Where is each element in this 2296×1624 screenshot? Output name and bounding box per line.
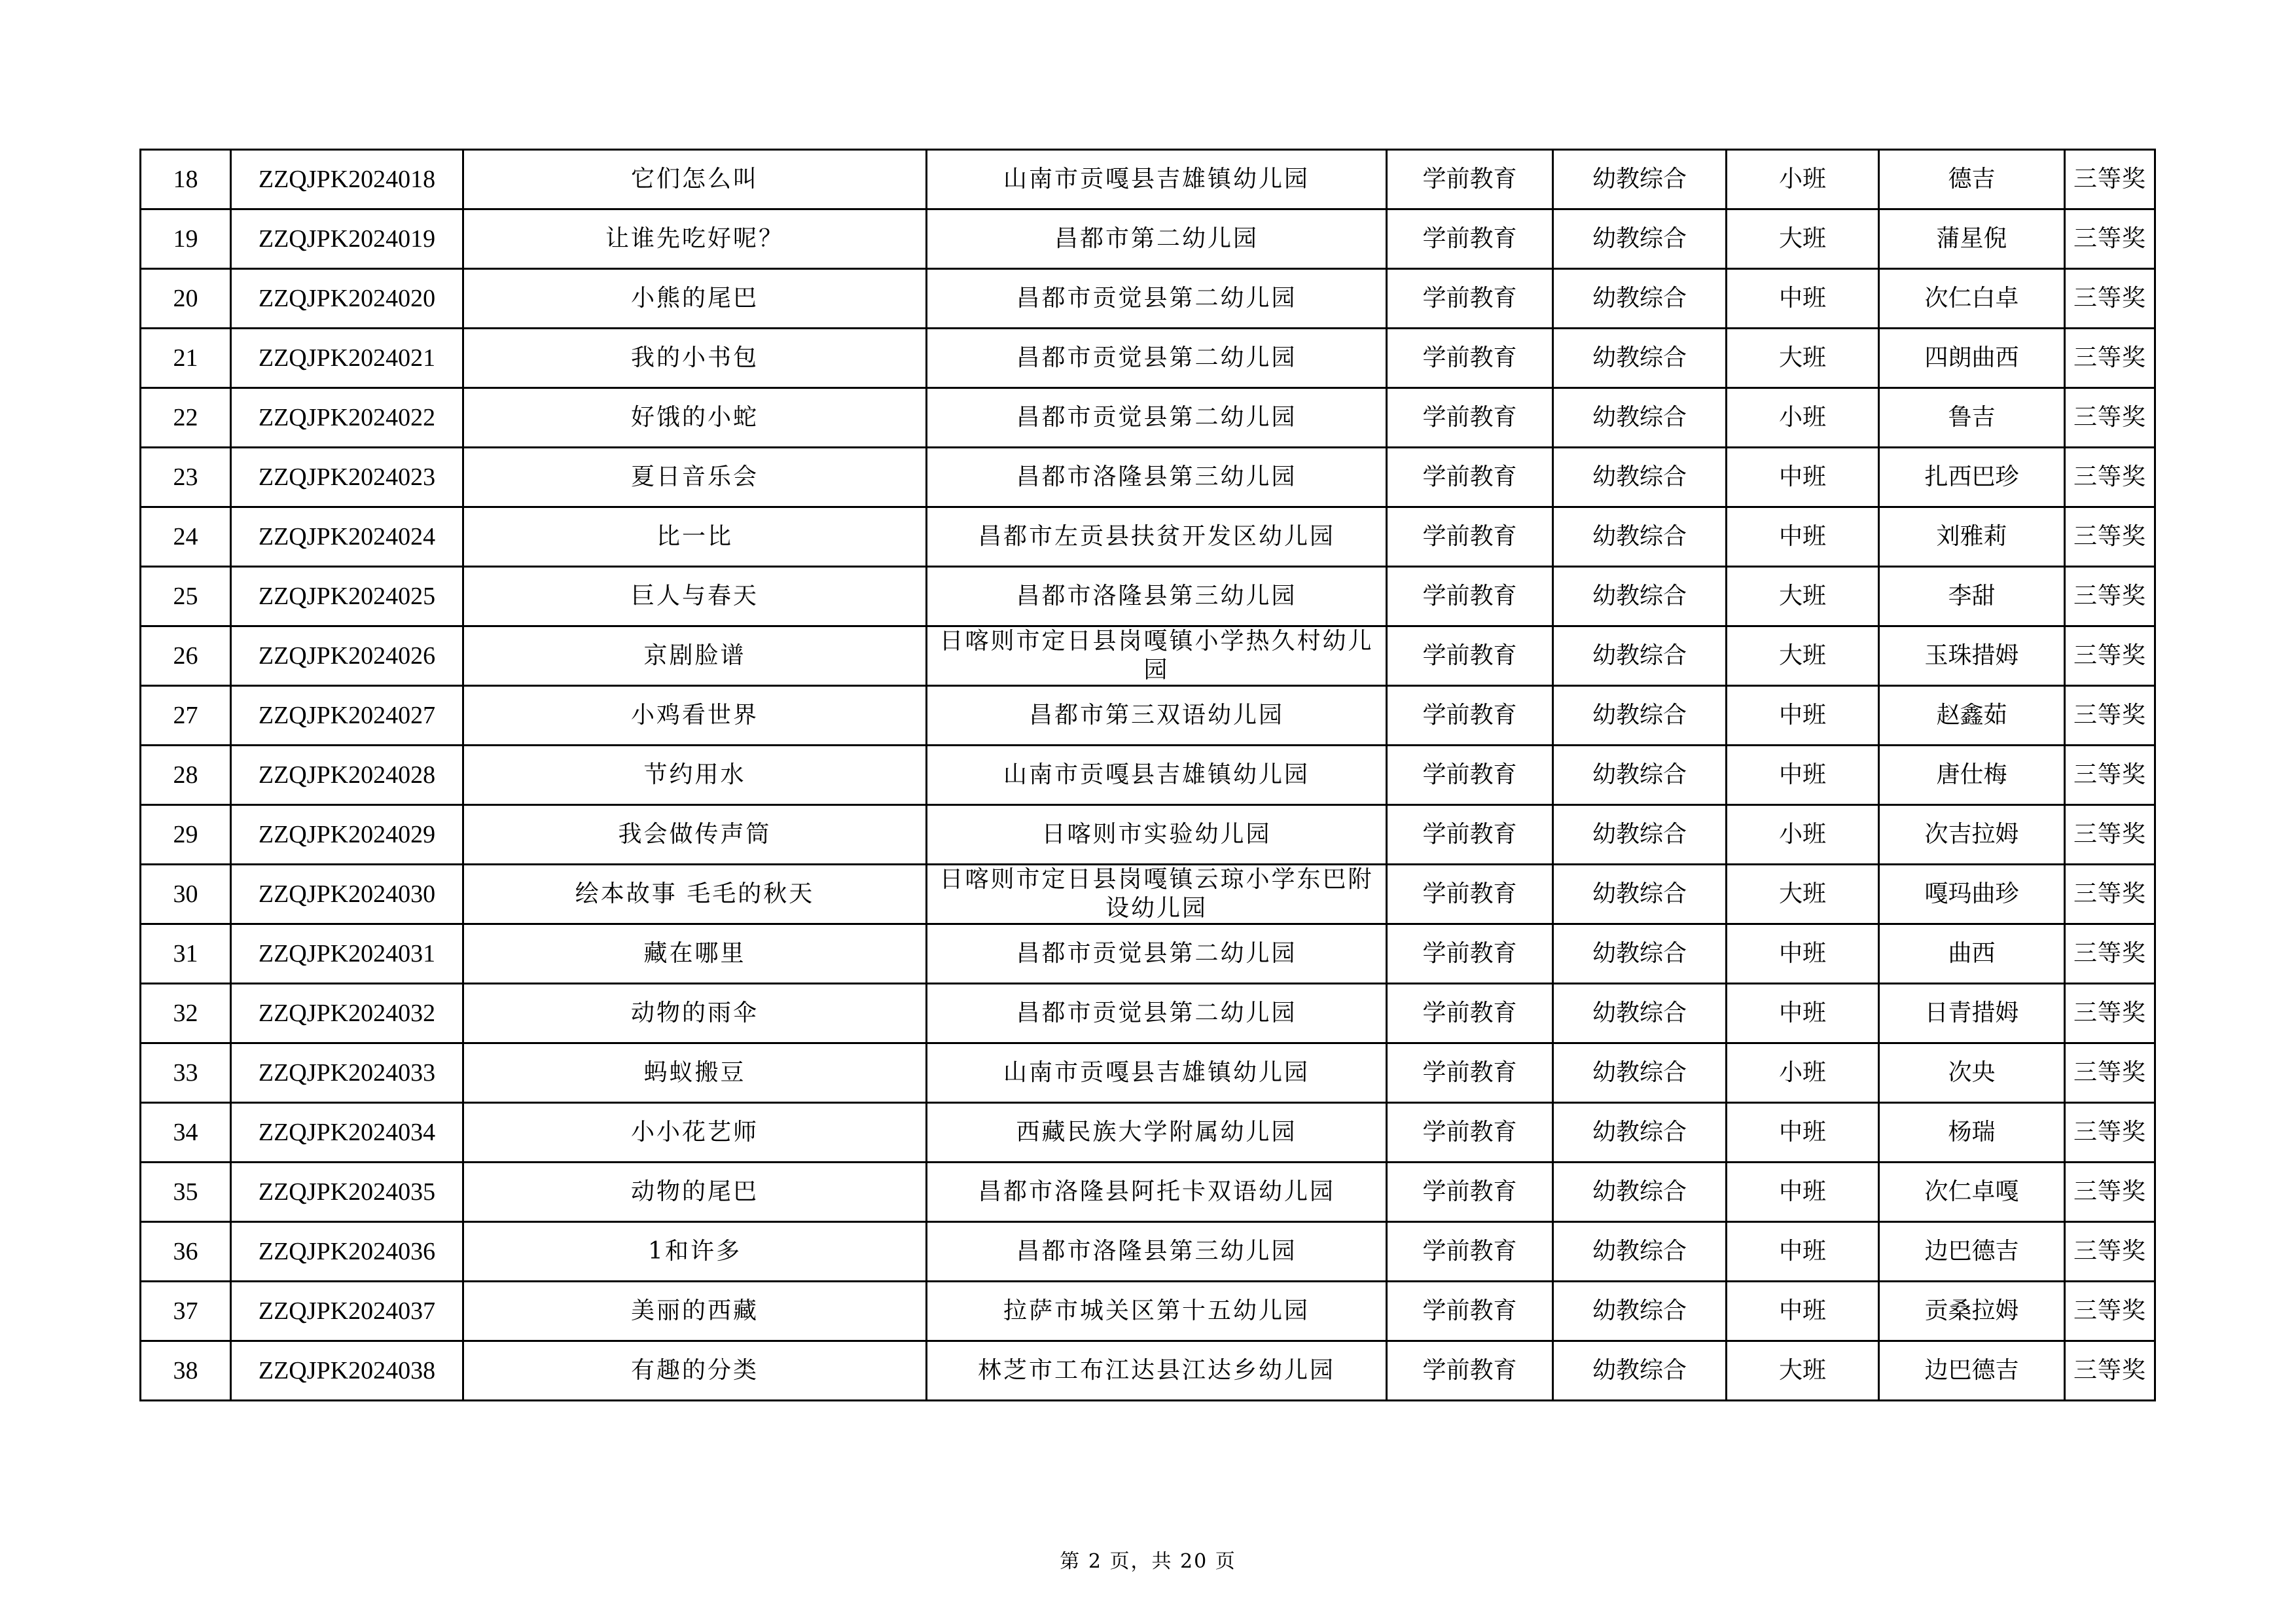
cell-code: ZZQJPK2024035 (231, 1163, 463, 1222)
cell-title: 节约用水 (463, 746, 927, 805)
table-row (141, 567, 2155, 626)
table-row (141, 329, 2155, 388)
table-row (141, 984, 2155, 1043)
cell-number: 37 (141, 1282, 231, 1341)
cell-code: ZZQJPK2024022 (231, 388, 463, 448)
cell-subject: 幼教综合 (1553, 686, 1727, 746)
cell-award: 三等奖 (2065, 507, 2155, 567)
cell-grade: 小班 (1727, 388, 1879, 448)
cell-award: 三等奖 (2065, 1103, 2155, 1163)
cell-title: 巨人与春天 (463, 567, 927, 626)
cell-title: 夏日音乐会 (463, 448, 927, 507)
cell-school: 昌都市洛隆县第三幼儿园 (927, 448, 1387, 507)
cell-grade: 中班 (1727, 1163, 1879, 1222)
cell-school: 昌都市洛隆县第三幼儿园 (927, 1222, 1387, 1282)
cell-title: 比一比 (463, 507, 927, 567)
cell-code: ZZQJPK2024020 (231, 269, 463, 329)
cell-school: 昌都市洛隆县阿托卡双语幼儿园 (927, 1163, 1387, 1222)
cell-code: ZZQJPK2024026 (231, 626, 463, 686)
cell-number: 22 (141, 388, 231, 448)
cell-subject: 幼教综合 (1553, 1163, 1727, 1222)
cell-award: 三等奖 (2065, 1282, 2155, 1341)
cell-title: 美丽的西藏 (463, 1282, 927, 1341)
cell-teacher: 蒲星倪 (1879, 209, 2065, 269)
cell-title: 它们怎么叫 (463, 150, 927, 209)
award-list-table (139, 149, 2156, 1401)
cell-school: 山南市贡嘎县吉雄镇幼儿园 (927, 746, 1387, 805)
cell-grade: 中班 (1727, 746, 1879, 805)
cell-award: 三等奖 (2065, 1341, 2155, 1401)
cell-grade: 中班 (1727, 984, 1879, 1043)
cell-stage: 学前教育 (1387, 805, 1553, 865)
cell-number: 31 (141, 924, 231, 984)
cell-grade: 中班 (1727, 686, 1879, 746)
cell-title: 让谁先吃好呢？ (463, 209, 927, 269)
cell-stage: 学前教育 (1387, 329, 1553, 388)
table-row (141, 1222, 2155, 1282)
table-row (141, 507, 2155, 567)
cell-subject: 幼教综合 (1553, 567, 1727, 626)
cell-award: 三等奖 (2065, 924, 2155, 984)
cell-award: 三等奖 (2065, 567, 2155, 626)
page-footer: 第 2 页，共 20 页 (1060, 1550, 1236, 1573)
cell-stage: 学前教育 (1387, 924, 1553, 984)
table-row (141, 626, 2155, 686)
cell-title: 动物的雨伞 (463, 984, 927, 1043)
cell-number: 34 (141, 1103, 231, 1163)
cell-school: 昌都市贡觉县第二幼儿园 (927, 924, 1387, 984)
cell-school: 日喀则市实验幼儿园 (927, 805, 1387, 865)
cell-subject: 幼教综合 (1553, 1222, 1727, 1282)
cell-subject: 幼教综合 (1553, 209, 1727, 269)
cell-grade: 大班 (1727, 865, 1879, 924)
cell-subject: 幼教综合 (1553, 329, 1727, 388)
cell-teacher: 德吉 (1879, 150, 2065, 209)
cell-subject: 幼教综合 (1553, 865, 1727, 924)
cell-title: 动物的尾巴 (463, 1163, 927, 1222)
cell-grade: 中班 (1727, 1103, 1879, 1163)
cell-award: 三等奖 (2065, 1163, 2155, 1222)
cell-teacher: 玉珠措姆 (1879, 626, 2065, 686)
cell-school: 林芝市工布江达县江达乡幼儿园 (927, 1341, 1387, 1401)
cell-subject: 幼教综合 (1553, 1103, 1727, 1163)
cell-subject: 幼教综合 (1553, 388, 1727, 448)
cell-number: 33 (141, 1043, 231, 1103)
cell-subject: 幼教综合 (1553, 448, 1727, 507)
cell-subject: 幼教综合 (1553, 746, 1727, 805)
cell-school: 山南市贡嘎县吉雄镇幼儿园 (927, 150, 1387, 209)
cell-subject: 幼教综合 (1553, 150, 1727, 209)
cell-subject: 幼教综合 (1553, 269, 1727, 329)
cell-code: ZZQJPK2024018 (231, 150, 463, 209)
cell-school: 昌都市左贡县扶贫开发区幼儿园 (927, 507, 1387, 567)
cell-subject: 幼教综合 (1553, 1341, 1727, 1401)
cell-number: 24 (141, 507, 231, 567)
cell-title: 小熊的尾巴 (463, 269, 927, 329)
table-row (141, 448, 2155, 507)
cell-code: ZZQJPK2024019 (231, 209, 463, 269)
cell-stage: 学前教育 (1387, 567, 1553, 626)
cell-code: ZZQJPK2024034 (231, 1103, 463, 1163)
cell-award: 三等奖 (2065, 746, 2155, 805)
cell-school: 昌都市贡觉县第二幼儿园 (927, 269, 1387, 329)
cell-subject: 幼教综合 (1553, 507, 1727, 567)
cell-teacher: 鲁吉 (1879, 388, 2065, 448)
cell-stage: 学前教育 (1387, 746, 1553, 805)
cell-code: ZZQJPK2024032 (231, 984, 463, 1043)
cell-teacher: 四朗曲西 (1879, 329, 2065, 388)
cell-grade: 小班 (1727, 150, 1879, 209)
cell-school: 昌都市第二幼儿园 (927, 209, 1387, 269)
cell-number: 35 (141, 1163, 231, 1222)
cell-number: 21 (141, 329, 231, 388)
cell-grade: 小班 (1727, 1043, 1879, 1103)
cell-subject: 幼教综合 (1553, 805, 1727, 865)
cell-teacher: 嘎玛曲珍 (1879, 865, 2065, 924)
cell-title: 我会做传声筒 (463, 805, 927, 865)
cell-subject: 幼教综合 (1553, 924, 1727, 984)
cell-school: 拉萨市城关区第十五幼儿园 (927, 1282, 1387, 1341)
cell-award: 三等奖 (2065, 626, 2155, 686)
cell-teacher: 李甜 (1879, 567, 2065, 626)
cell-title: 小小花艺师 (463, 1103, 927, 1163)
cell-award: 三等奖 (2065, 984, 2155, 1043)
cell-code: ZZQJPK2024025 (231, 567, 463, 626)
cell-award: 三等奖 (2065, 1222, 2155, 1282)
cell-title: 藏在哪里 (463, 924, 927, 984)
cell-grade: 中班 (1727, 1222, 1879, 1282)
cell-award: 三等奖 (2065, 388, 2155, 448)
table-row (141, 269, 2155, 329)
table-row (141, 1282, 2155, 1341)
cell-code: ZZQJPK2024024 (231, 507, 463, 567)
cell-code: ZZQJPK2024028 (231, 746, 463, 805)
cell-title: 绘本故事 毛毛的秋天 (463, 865, 927, 924)
cell-grade: 大班 (1727, 1341, 1879, 1401)
cell-award: 三等奖 (2065, 209, 2155, 269)
cell-stage: 学前教育 (1387, 865, 1553, 924)
cell-stage: 学前教育 (1387, 1282, 1553, 1341)
cell-number: 23 (141, 448, 231, 507)
cell-number: 32 (141, 984, 231, 1043)
cell-school: 日喀则市定日县岗嘎镇云琼小学东巴附设幼儿园 (927, 865, 1387, 924)
table-row (141, 388, 2155, 448)
cell-code: ZZQJPK2024027 (231, 686, 463, 746)
cell-award: 三等奖 (2065, 269, 2155, 329)
cell-award: 三等奖 (2065, 865, 2155, 924)
cell-stage: 学前教育 (1387, 269, 1553, 329)
cell-stage: 学前教育 (1387, 1222, 1553, 1282)
cell-school: 昌都市洛隆县第三幼儿园 (927, 567, 1387, 626)
cell-number: 38 (141, 1341, 231, 1401)
cell-subject: 幼教综合 (1553, 1043, 1727, 1103)
table-row (141, 1103, 2155, 1163)
cell-award: 三等奖 (2065, 448, 2155, 507)
cell-code: ZZQJPK2024030 (231, 865, 463, 924)
table-body (141, 150, 2155, 1401)
cell-number: 26 (141, 626, 231, 686)
cell-stage: 学前教育 (1387, 686, 1553, 746)
cell-grade: 中班 (1727, 1282, 1879, 1341)
cell-subject: 幼教综合 (1553, 984, 1727, 1043)
cell-teacher: 边巴德吉 (1879, 1222, 2065, 1282)
cell-number: 20 (141, 269, 231, 329)
cell-award: 三等奖 (2065, 1043, 2155, 1103)
table-row (141, 1341, 2155, 1401)
cell-stage: 学前教育 (1387, 1163, 1553, 1222)
cell-stage: 学前教育 (1387, 1103, 1553, 1163)
cell-award: 三等奖 (2065, 805, 2155, 865)
cell-teacher: 次央 (1879, 1043, 2065, 1103)
cell-code: ZZQJPK2024038 (231, 1341, 463, 1401)
cell-teacher: 赵鑫茹 (1879, 686, 2065, 746)
cell-number: 18 (141, 150, 231, 209)
cell-stage: 学前教育 (1387, 209, 1553, 269)
table-row (141, 1163, 2155, 1222)
cell-school: 山南市贡嘎县吉雄镇幼儿园 (927, 1043, 1387, 1103)
cell-award: 三等奖 (2065, 150, 2155, 209)
cell-stage: 学前教育 (1387, 388, 1553, 448)
cell-school: 西藏民族大学附属幼儿园 (927, 1103, 1387, 1163)
cell-teacher: 次仁卓嘎 (1879, 1163, 2065, 1222)
cell-teacher: 唐仕梅 (1879, 746, 2065, 805)
cell-teacher: 次吉拉姆 (1879, 805, 2065, 865)
cell-award: 三等奖 (2065, 686, 2155, 746)
cell-stage: 学前教育 (1387, 507, 1553, 567)
cell-title: 小鸡看世界 (463, 686, 927, 746)
cell-grade: 中班 (1727, 269, 1879, 329)
cell-number: 36 (141, 1222, 231, 1282)
cell-subject: 幼教综合 (1553, 1282, 1727, 1341)
cell-code: ZZQJPK2024033 (231, 1043, 463, 1103)
table-row (141, 805, 2155, 865)
table-row (141, 746, 2155, 805)
cell-teacher: 日青措姆 (1879, 984, 2065, 1043)
cell-school: 昌都市贡觉县第二幼儿园 (927, 329, 1387, 388)
cell-number: 25 (141, 567, 231, 626)
cell-teacher: 刘雅莉 (1879, 507, 2065, 567)
cell-grade: 小班 (1727, 805, 1879, 865)
cell-award: 三等奖 (2065, 329, 2155, 388)
table-row (141, 1043, 2155, 1103)
table-row (141, 686, 2155, 746)
cell-grade: 大班 (1727, 209, 1879, 269)
cell-number: 30 (141, 865, 231, 924)
cell-grade: 中班 (1727, 924, 1879, 984)
cell-teacher: 扎西巴珍 (1879, 448, 2065, 507)
cell-grade: 中班 (1727, 507, 1879, 567)
cell-stage: 学前教育 (1387, 1043, 1553, 1103)
table-row (141, 865, 2155, 924)
cell-code: ZZQJPK2024023 (231, 448, 463, 507)
cell-grade: 大班 (1727, 567, 1879, 626)
table-row (141, 209, 2155, 269)
cell-number: 28 (141, 746, 231, 805)
cell-number: 29 (141, 805, 231, 865)
cell-title: 京剧脸谱 (463, 626, 927, 686)
cell-teacher: 次仁白卓 (1879, 269, 2065, 329)
cell-school: 昌都市贡觉县第二幼儿园 (927, 984, 1387, 1043)
cell-code: ZZQJPK2024037 (231, 1282, 463, 1341)
cell-grade: 大班 (1727, 329, 1879, 388)
cell-number: 27 (141, 686, 231, 746)
cell-stage: 学前教育 (1387, 150, 1553, 209)
cell-subject: 幼教综合 (1553, 626, 1727, 686)
cell-title: 有趣的分类 (463, 1341, 927, 1401)
table-row (141, 150, 2155, 209)
cell-school: 昌都市第三双语幼儿园 (927, 686, 1387, 746)
cell-teacher: 边巴德吉 (1879, 1341, 2065, 1401)
cell-grade: 大班 (1727, 626, 1879, 686)
cell-code: ZZQJPK2024031 (231, 924, 463, 984)
cell-title: 好饿的小蛇 (463, 388, 927, 448)
cell-teacher: 贡桑拉姆 (1879, 1282, 2065, 1341)
cell-title: 1和许多 (463, 1222, 927, 1282)
cell-stage: 学前教育 (1387, 1341, 1553, 1401)
cell-teacher: 曲西 (1879, 924, 2065, 984)
cell-school: 日喀则市定日县岗嘎镇小学热久村幼儿园 (927, 626, 1387, 686)
cell-number: 19 (141, 209, 231, 269)
cell-teacher: 杨瑞 (1879, 1103, 2065, 1163)
cell-title: 我的小书包 (463, 329, 927, 388)
cell-title: 蚂蚁搬豆 (463, 1043, 927, 1103)
cell-stage: 学前教育 (1387, 626, 1553, 686)
cell-code: ZZQJPK2024021 (231, 329, 463, 388)
cell-code: ZZQJPK2024029 (231, 805, 463, 865)
cell-school: 昌都市贡觉县第二幼儿园 (927, 388, 1387, 448)
cell-grade: 中班 (1727, 448, 1879, 507)
table-row (141, 924, 2155, 984)
cell-stage: 学前教育 (1387, 448, 1553, 507)
cell-stage: 学前教育 (1387, 984, 1553, 1043)
cell-code: ZZQJPK2024036 (231, 1222, 463, 1282)
